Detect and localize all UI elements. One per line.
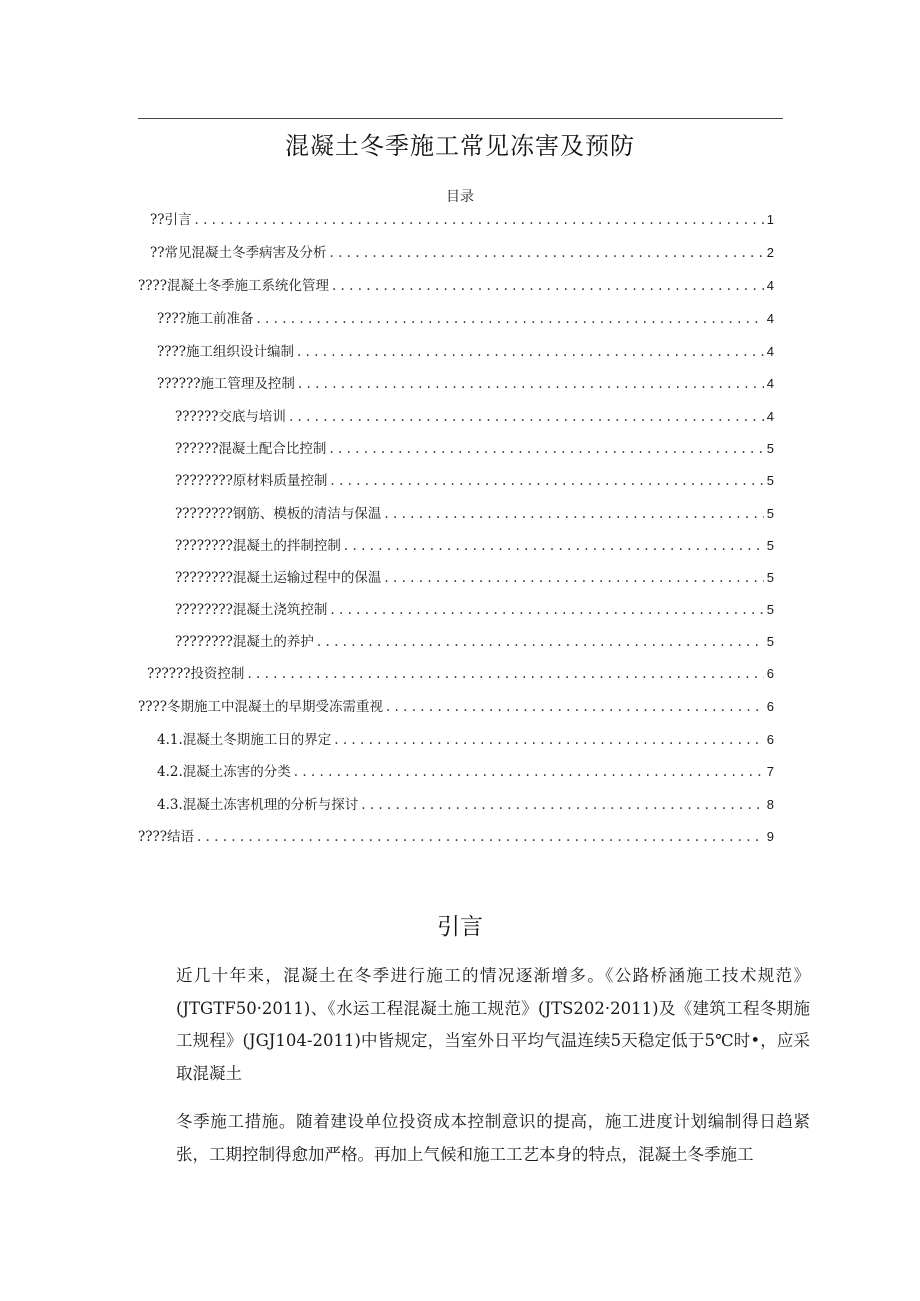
body-paragraph: 近几十年来，混凝土在冬季进行施工的情况逐渐增多。《公路桥涵施工技术规范》(JTGTF50·2011)、《水运工程混凝土施工规范》(JTS202·2011)及《建筑工程冬期施工规程》(JGJ104-2011)中皆规定，当室外日平均气温连续5天稳定低于5℃时•，应采取混凝土 xyxy=(176,966,810,1083)
toc-dot-leader xyxy=(384,567,763,589)
toc-entry-management-control[interactable] xyxy=(157,373,774,395)
toc-entry-label: ????????混凝土运输过程中的保温 xyxy=(175,570,382,586)
toc-dot-leader xyxy=(330,470,763,492)
toc-page-number: 5 xyxy=(766,634,774,649)
toc-entry-organization-design[interactable] xyxy=(157,341,774,363)
toc-entry-label: ??常见混凝土冬季病害及分析 xyxy=(150,245,327,261)
toc-entry-label: ??????交底与培训 xyxy=(175,409,286,425)
toc-page-number: 5 xyxy=(766,602,774,617)
toc-page-number: 5 xyxy=(766,441,774,456)
section-heading-introduction: 引言 xyxy=(437,914,483,940)
toc-entry-rebar-formwork[interactable] xyxy=(175,503,774,525)
toc-entry-introduction[interactable] xyxy=(150,209,774,231)
document-title: 混凝土冬季施工常见冻害及预防 xyxy=(285,132,635,160)
toc-entry-briefing-training[interactable] xyxy=(175,406,774,428)
toc-entry-label: ??????混凝土配合比控制 xyxy=(175,441,327,457)
toc-page-number: 2 xyxy=(766,245,774,260)
toc-dot-leader xyxy=(332,275,764,297)
toc-dot-leader xyxy=(297,341,764,363)
toc-entry-label: ????混凝土冬季施工系统化管理 xyxy=(138,278,329,294)
toc-entry-4-2[interactable] xyxy=(157,761,774,783)
toc-entry-systematic-management[interactable] xyxy=(138,275,774,297)
toc-page-number: 4 xyxy=(766,409,774,424)
toc-page-number: 1 xyxy=(766,212,774,227)
toc-page-number: 6 xyxy=(766,699,774,714)
toc-entry-label: ??????投资控制 xyxy=(147,666,245,682)
toc-entry-4-3[interactable] xyxy=(157,794,774,816)
toc-entry-mix-ratio[interactable] xyxy=(175,438,774,460)
toc-page-number: 6 xyxy=(766,732,774,747)
toc-dot-leader xyxy=(289,406,764,428)
toc-entry-early-frost[interactable] xyxy=(138,696,774,718)
toc-entry-conclusion[interactable] xyxy=(138,826,774,848)
toc-entry-pouring-control[interactable] xyxy=(175,599,774,621)
toc-page-number: 6 xyxy=(766,666,774,681)
toc-page-number: 5 xyxy=(766,473,774,488)
toc-entry-label: 4.1.混凝土冬期施工日的界定 xyxy=(157,732,332,748)
toc-entry-label: ????????原材料质量控制 xyxy=(175,473,328,489)
toc-page-number: 9 xyxy=(766,829,774,844)
toc-entry-mixing-control[interactable] xyxy=(175,535,774,557)
toc-page-number: 4 xyxy=(766,376,774,391)
toc-dot-leader xyxy=(247,663,763,685)
toc-page-number: 5 xyxy=(766,570,774,585)
toc-entry-preparation[interactable] xyxy=(157,308,774,330)
toc-dot-leader xyxy=(386,696,764,718)
toc-page-number: 7 xyxy=(766,764,774,779)
toc-page-number: 5 xyxy=(766,506,774,521)
toc-dot-leader xyxy=(361,794,764,816)
toc-entry-label: ????冬期施工中混凝土的早期受冻需重视 xyxy=(138,699,383,715)
toc-entry-4-1[interactable] xyxy=(157,729,774,751)
body-paragraph: 冬季施工措施。随着建设单位投资成本控制意识的提高，施工进度计划编制得日趋紧张，工期控制得愈加严格。再加上气候和施工工艺本身的特点，混凝土冬季施工 xyxy=(176,1112,810,1164)
toc-entry-label: ????????混凝土的拌制控制 xyxy=(175,538,341,554)
toc-page-number: 4 xyxy=(766,311,774,326)
toc-entry-common-defects[interactable] xyxy=(150,242,774,264)
toc-entry-label: ??????施工管理及控制 xyxy=(157,376,295,392)
toc-entry-label: ????施工前准备 xyxy=(157,311,254,327)
toc-dot-leader xyxy=(194,209,763,231)
toc-dot-leader xyxy=(344,535,764,557)
toc-dot-leader xyxy=(256,308,763,330)
toc-entry-label: ????????混凝土的养护 xyxy=(175,634,314,650)
toc-page-number: 8 xyxy=(766,797,774,812)
toc-dot-leader xyxy=(330,599,763,621)
toc-entry-label: 4.2.混凝土冻害的分类 xyxy=(157,764,291,780)
toc-entry-raw-materials[interactable] xyxy=(175,470,774,492)
toc-heading: 目录 xyxy=(446,189,474,205)
toc-entry-label: ????????钢筋、模板的清洁与保温 xyxy=(175,506,382,522)
toc-dot-leader xyxy=(384,503,763,525)
toc-entry-label: ????????混凝土浇筑控制 xyxy=(175,602,328,618)
toc-entry-label: 4.3.混凝土冻害机理的分析与探讨 xyxy=(157,797,359,813)
toc-entry-label: ????施工组织设计编制 xyxy=(157,344,294,360)
toc-page-number: 4 xyxy=(766,278,774,293)
toc-dot-leader xyxy=(329,438,763,460)
toc-dot-leader xyxy=(317,631,764,653)
toc-dot-leader xyxy=(298,373,764,395)
toc-dot-leader xyxy=(197,826,764,848)
toc-entry-curing[interactable] xyxy=(175,631,774,653)
toc-entry-transport-insulation[interactable] xyxy=(175,567,774,589)
toc-page-number: 5 xyxy=(766,538,774,553)
header-rule xyxy=(138,118,783,119)
toc-dot-leader xyxy=(294,761,764,783)
toc-entry-label: ????结语 xyxy=(138,829,194,845)
toc-entry-investment-control[interactable] xyxy=(147,663,774,685)
toc-page-number: 4 xyxy=(766,344,774,359)
toc-entry-label: ??引言 xyxy=(150,212,192,228)
toc-dot-leader xyxy=(329,242,763,264)
toc-dot-leader xyxy=(334,729,764,751)
